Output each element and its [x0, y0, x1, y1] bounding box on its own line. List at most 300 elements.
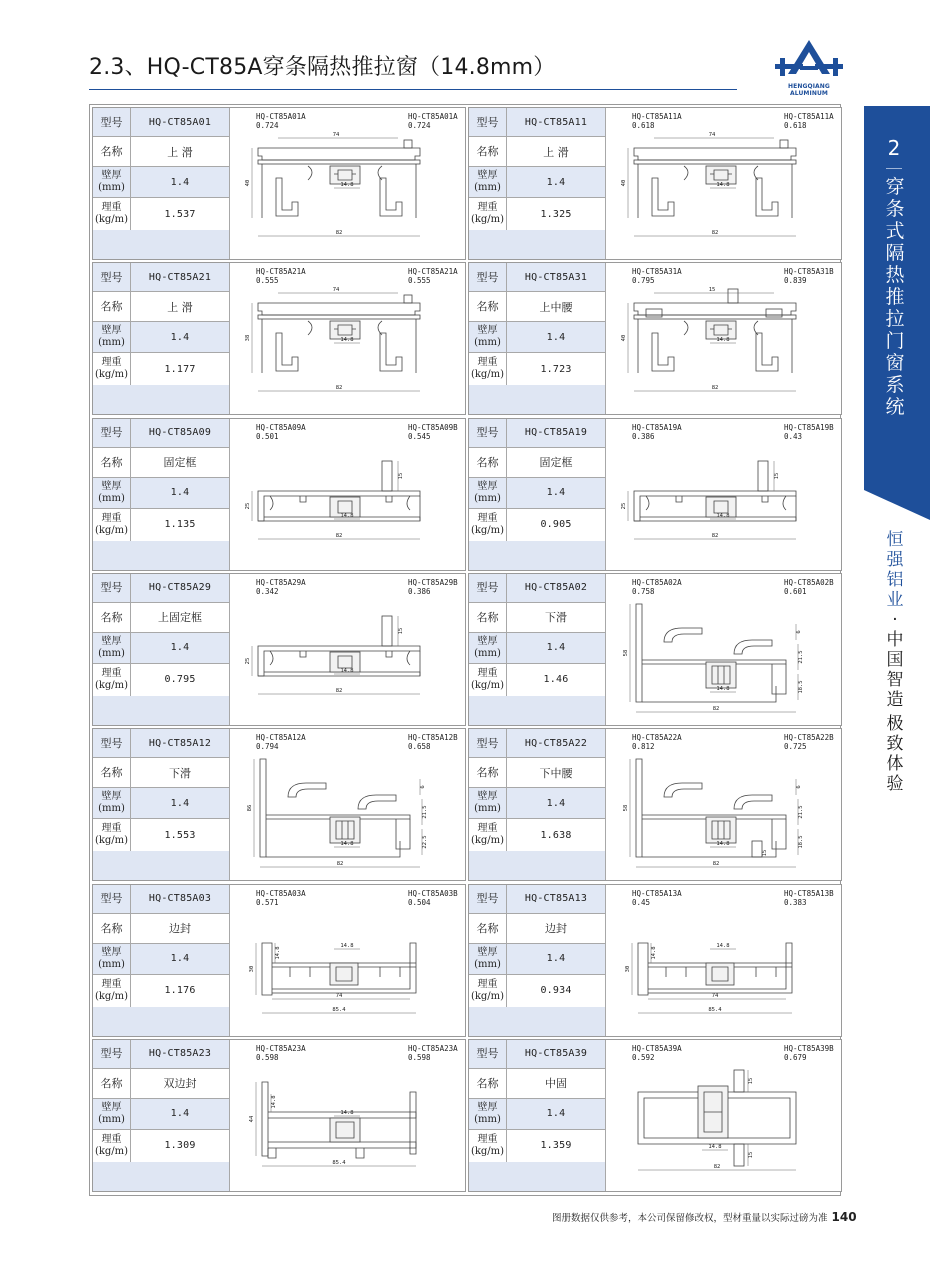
chapter-title-char: 统 — [885, 396, 905, 418]
profile-section-drawing — [230, 1040, 466, 1193]
part-code: HQ-CT85A13B — [784, 888, 834, 898]
spec-label-unit: (mm) — [98, 958, 125, 970]
product-card — [468, 107, 842, 260]
spec-row-thickness — [93, 167, 230, 198]
slogan-brand-char: 恒 — [886, 530, 904, 550]
profile-section-drawing — [606, 1040, 842, 1193]
spec-label-weight — [93, 353, 131, 385]
spec-label-unit: (mm) — [98, 647, 125, 659]
page-title: 2.3、HQ-CT85A穿条隔热推拉窗（14.8mm） — [89, 55, 556, 80]
spec-value-thickness: 1.4 — [507, 322, 606, 352]
spec-value-weight: 1.46 — [507, 664, 606, 696]
spec-label-model: 型号 — [469, 574, 507, 602]
part-code: HQ-CT85A02B — [784, 577, 834, 587]
spec-value-model: HQ-CT85A12 — [131, 729, 230, 757]
spec-label-line: 壁厚 — [101, 635, 122, 647]
chapter-title-char: 窗 — [885, 352, 905, 374]
dimension-label: 14.8 — [340, 1109, 354, 1116]
spec-label-line: 理重 — [101, 512, 122, 524]
spec-label-model: 型号 — [93, 574, 131, 602]
spec-label-weight — [469, 509, 507, 541]
spec-label-line: 壁厚 — [101, 946, 122, 958]
spec-value-name: 下中腰 — [507, 758, 606, 787]
spec-value-thickness: 1.4 — [131, 788, 230, 818]
profile-section-drawing — [606, 263, 842, 416]
spec-label-model: 型号 — [469, 263, 507, 291]
part-weight: 0.571 — [256, 897, 279, 907]
spec-label-weight — [469, 819, 507, 851]
spec-label-unit: (kg/m) — [94, 1145, 129, 1157]
dimension-label: 82 — [335, 532, 343, 539]
spec-label-model: 型号 — [93, 885, 131, 913]
spec-label-thickness — [469, 633, 507, 663]
spec-value-weight: 0.934 — [507, 975, 606, 1007]
spec-label-unit: (kg/m) — [94, 679, 129, 691]
spec-row-name — [469, 1069, 606, 1099]
spec-row-weight — [469, 509, 606, 542]
spec-table — [469, 885, 606, 1036]
dimension-label: 40 — [621, 179, 627, 187]
chapter-title-char: 推 — [885, 286, 905, 308]
header-divider — [89, 89, 737, 90]
spec-row-name — [93, 448, 230, 478]
product-card — [468, 418, 842, 571]
spec-value-model: HQ-CT85A01 — [131, 108, 230, 136]
part-code: HQ-CT85A21A — [408, 267, 458, 277]
part-weight: 0.725 — [784, 742, 807, 752]
spec-row-thickness — [469, 322, 606, 353]
part-weight: 0.504 — [408, 897, 431, 907]
spec-row-model — [469, 885, 606, 914]
spec-value-name: 双边封 — [131, 1069, 230, 1098]
spec-value-model: HQ-CT85A02 — [507, 574, 606, 602]
spec-label-unit: (mm) — [474, 803, 501, 815]
spec-row-thickness — [93, 478, 230, 509]
dimension-label: 74 — [711, 992, 719, 999]
spec-label-model: 型号 — [93, 263, 131, 291]
slogan-char: 造 — [886, 690, 904, 710]
profile-drawing — [230, 574, 465, 725]
spec-value-thickness: 1.4 — [507, 788, 606, 818]
part-code: HQ-CT85A09A — [256, 422, 306, 432]
part-code: HQ-CT85A11A — [784, 112, 834, 121]
spec-label-thickness — [469, 788, 507, 818]
spec-row-weight — [469, 353, 606, 386]
spec-row-weight — [93, 353, 230, 386]
spec-label-weight — [469, 353, 507, 385]
spec-value-model: HQ-CT85A29 — [131, 574, 230, 602]
dimension-label: 82 — [712, 861, 720, 868]
spec-blank-row — [469, 1007, 606, 1036]
spec-table — [469, 419, 606, 570]
dimension-label: 15 — [748, 1077, 754, 1085]
spec-label-thickness — [93, 633, 131, 663]
spec-label-model: 型号 — [93, 419, 131, 447]
slogan-char: 国 — [886, 650, 904, 670]
spec-row-name — [93, 292, 230, 322]
profile-drawing — [606, 263, 841, 414]
spec-label-line: 理重 — [101, 823, 122, 835]
part-weight: 0.545 — [408, 431, 431, 441]
spec-blank-row — [469, 851, 606, 880]
spec-table — [469, 729, 606, 880]
side-slogan — [882, 530, 908, 794]
profile-drawing — [230, 885, 465, 1036]
spec-row-weight — [469, 819, 606, 852]
spec-row-name — [469, 914, 606, 944]
spec-value-thickness: 1.4 — [131, 322, 230, 352]
spec-label-model: 型号 — [93, 108, 131, 136]
part-weight: 0.592 — [632, 1052, 655, 1062]
chapter-side-tab — [864, 106, 930, 520]
spec-row-thickness — [469, 1099, 606, 1130]
chapter-title-char: 隔 — [885, 242, 905, 264]
dimension-label: 14.8 — [716, 337, 730, 344]
spec-label-thickness — [93, 944, 131, 974]
spec-value-weight: 1.359 — [507, 1130, 606, 1162]
profile-drawing — [606, 1040, 841, 1191]
spec-table — [93, 574, 230, 725]
spec-value-weight: 0.795 — [131, 664, 230, 696]
spec-row-name — [93, 137, 230, 167]
spec-blank-row — [469, 230, 606, 259]
spec-value-name: 上 滑 — [131, 292, 230, 321]
part-weight: 0.45 — [632, 897, 651, 907]
spec-row-name — [469, 448, 606, 478]
spec-row-model — [93, 729, 230, 758]
spec-label-name: 名称 — [469, 292, 507, 321]
spec-label-line: 理重 — [101, 978, 122, 990]
part-code: HQ-CT85A23A — [256, 1043, 306, 1053]
spec-label-thickness — [469, 1099, 507, 1129]
chapter-title-char: 门 — [885, 330, 905, 352]
spec-label-unit: (kg/m) — [94, 990, 129, 1002]
spec-row-weight — [469, 198, 606, 231]
spec-label-unit: (kg/m) — [94, 524, 129, 536]
spec-label-weight — [93, 1130, 131, 1162]
dimension-label: 14.8 — [340, 512, 354, 519]
spec-value-name: 上中腰 — [507, 292, 606, 321]
spec-label-name: 名称 — [469, 914, 507, 943]
part-weight: 0.342 — [256, 586, 279, 596]
spec-label-name: 名称 — [93, 137, 131, 166]
spec-label-line: 壁厚 — [101, 325, 122, 337]
part-code: HQ-CT85A22B — [784, 733, 834, 743]
profile-drawing — [606, 108, 841, 259]
spec-value-name: 上固定框 — [131, 603, 230, 632]
spec-value-thickness: 1.4 — [507, 167, 606, 197]
dimension-label: 40 — [245, 179, 251, 187]
spec-value-thickness: 1.4 — [131, 478, 230, 508]
dimension-label: 18.5 — [798, 680, 804, 694]
part-weight: 0.724 — [256, 121, 279, 130]
slogan-char: 智 — [886, 670, 904, 690]
spec-label-unit: (kg/m) — [470, 524, 505, 536]
part-weight: 0.795 — [632, 276, 655, 286]
part-code: HQ-CT85A01A — [408, 112, 458, 121]
part-code: HQ-CT85A19B — [784, 422, 834, 432]
spec-row-thickness — [93, 633, 230, 664]
product-card — [468, 884, 842, 1037]
product-card — [92, 1039, 466, 1192]
chapter-title-char: 拉 — [885, 308, 905, 330]
spec-label-unit: (mm) — [98, 803, 125, 815]
dimension-label: 82 — [335, 687, 343, 694]
spec-table — [469, 263, 606, 414]
spec-label-line: 壁厚 — [477, 170, 498, 181]
spec-table — [469, 574, 606, 725]
spec-label-unit: (mm) — [474, 492, 501, 504]
dimension-label: 82 — [335, 230, 343, 236]
chapter-number: 2 — [887, 136, 901, 160]
slogan-brand-char: 业 — [886, 590, 904, 610]
product-card — [92, 884, 466, 1037]
spec-table — [93, 419, 230, 570]
part-weight: 0.386 — [408, 586, 431, 596]
profile-drawing — [606, 574, 841, 725]
part-weight: 0.724 — [408, 121, 431, 130]
profile-section-drawing — [230, 419, 466, 572]
spec-row-model — [469, 729, 606, 758]
spec-label-unit: (mm) — [474, 337, 501, 349]
spec-table — [93, 885, 230, 1036]
profile-section-drawing — [606, 419, 842, 572]
spec-blank-row — [469, 696, 606, 725]
spec-row-thickness — [469, 788, 606, 819]
spec-row-model — [469, 574, 606, 603]
spec-label-model: 型号 — [469, 1040, 507, 1068]
spec-value-name: 上 滑 — [507, 137, 606, 166]
spec-label-name: 名称 — [469, 448, 507, 477]
dimension-label: 14.8 — [716, 512, 730, 519]
spec-row-thickness — [93, 1099, 230, 1130]
dimension-label: 14.8 — [340, 337, 354, 344]
part-weight: 0.679 — [784, 1052, 807, 1062]
part-code: HQ-CT85A22A — [632, 733, 682, 743]
spec-value-weight: 1.309 — [131, 1130, 230, 1162]
footer — [552, 1210, 857, 1224]
profile-drawing — [230, 1040, 465, 1191]
spec-label-weight — [469, 198, 507, 230]
spec-row-name — [469, 292, 606, 322]
spec-table — [469, 108, 606, 259]
spec-label-weight — [469, 1130, 507, 1162]
part-code: HQ-CT85A12B — [408, 733, 458, 743]
part-code: HQ-CT85A12A — [256, 733, 306, 743]
spec-label-line: 壁厚 — [477, 1101, 498, 1113]
part-code: HQ-CT85A29A — [256, 577, 306, 587]
spec-label-name: 名称 — [469, 1069, 507, 1098]
dimension-label: 18.5 — [798, 835, 804, 849]
spec-value-model: HQ-CT85A03 — [131, 885, 230, 913]
spec-table — [93, 1040, 230, 1191]
dimension-label: 74 — [332, 287, 340, 294]
dimension-label: 25 — [621, 502, 627, 509]
spec-row-weight — [93, 975, 230, 1008]
profile-section-drawing — [230, 263, 466, 416]
part-code: HQ-CT85A23A — [408, 1043, 458, 1053]
chapter-title-char: 热 — [885, 264, 905, 286]
part-code: HQ-CT85A09B — [408, 422, 458, 432]
spec-table — [93, 729, 230, 880]
dimension-label: 82 — [711, 385, 719, 392]
product-card — [92, 573, 466, 726]
spec-label-weight — [93, 509, 131, 541]
spec-row-model — [93, 419, 230, 448]
dimension-label: 21.5 — [422, 805, 428, 819]
spec-label-weight — [93, 975, 131, 1007]
slogan-brand-char: 铝 — [886, 570, 904, 590]
dimension-label: 74 — [335, 992, 343, 999]
spec-row-model — [469, 263, 606, 292]
part-weight: 0.758 — [632, 586, 655, 596]
dimension-label: 44 — [249, 1115, 255, 1123]
slogan-char: 致 — [886, 734, 904, 754]
dimension-label: 15 — [774, 472, 780, 479]
product-grid — [89, 104, 841, 1196]
spec-label-name: 名称 — [469, 603, 507, 632]
spec-value-weight: 1.176 — [131, 975, 230, 1007]
dimension-label: 14.8 — [271, 1095, 277, 1109]
brand-logo — [774, 38, 844, 97]
spec-blank-row — [469, 385, 606, 414]
spec-value-weight: 1.177 — [131, 353, 230, 385]
spec-row-thickness — [469, 944, 606, 975]
profile-section-drawing — [606, 108, 842, 261]
part-weight: 0.618 — [632, 121, 655, 130]
spec-table — [469, 1040, 606, 1191]
spec-label-line: 壁厚 — [101, 1101, 122, 1113]
part-code: HQ-CT85A11A — [632, 112, 682, 121]
spec-row-name — [469, 758, 606, 788]
spec-label-line: 理重 — [477, 823, 498, 835]
spec-row-weight — [469, 664, 606, 697]
spec-label-line: 壁厚 — [101, 791, 122, 803]
spec-label-weight — [93, 664, 131, 696]
spec-value-model: HQ-CT85A19 — [507, 419, 606, 447]
spec-row-model — [93, 574, 230, 603]
dimension-label: 25 — [245, 657, 251, 665]
spec-label-unit: (mm) — [98, 1113, 125, 1125]
dimension-label: 25 — [245, 502, 251, 509]
spec-row-name — [93, 914, 230, 944]
part-code: HQ-CT85A19A — [632, 422, 682, 432]
dimension-label: 6 — [796, 630, 802, 634]
part-code: HQ-CT85A03B — [408, 888, 458, 898]
spec-value-weight: 1.325 — [507, 198, 606, 230]
spec-row-weight — [469, 975, 606, 1008]
spec-value-name: 边封 — [507, 914, 606, 943]
spec-label-unit: (mm) — [474, 647, 501, 659]
spec-value-model: HQ-CT85A09 — [131, 419, 230, 447]
spec-label-line: 壁厚 — [101, 480, 122, 492]
spec-label-model: 型号 — [469, 108, 507, 136]
dimension-label: 14.8 — [340, 667, 354, 674]
profile-drawing — [606, 885, 841, 1036]
dimension-label: 14.8 — [651, 945, 657, 960]
spec-value-weight: 0.905 — [507, 509, 606, 541]
spec-label-thickness — [93, 167, 131, 197]
profile-section-drawing — [230, 574, 466, 727]
part-code: HQ-CT85A39A — [632, 1043, 682, 1053]
spec-value-weight: 1.135 — [131, 509, 230, 541]
spec-blank-row — [93, 1007, 230, 1036]
spec-value-name: 固定框 — [131, 448, 230, 477]
part-weight: 0.555 — [408, 276, 431, 286]
spec-value-thickness: 1.4 — [507, 478, 606, 508]
spec-row-model — [469, 108, 606, 137]
dimension-label: 15 — [708, 287, 716, 294]
product-card — [468, 728, 842, 881]
spec-row-thickness — [469, 478, 606, 509]
chapter-title-char: 系 — [885, 374, 905, 396]
spec-row-thickness — [469, 633, 606, 664]
slogan-char: 极 — [886, 714, 904, 734]
part-weight: 0.658 — [408, 742, 431, 752]
spec-value-thickness: 1.4 — [507, 1099, 606, 1129]
spec-label-line: 理重 — [101, 202, 122, 213]
spec-label-unit: (mm) — [474, 182, 501, 193]
spec-value-name: 下滑 — [507, 603, 606, 632]
spec-label-unit: (kg/m) — [470, 679, 505, 691]
spec-label-line: 理重 — [477, 512, 498, 524]
spec-label-unit: (mm) — [98, 337, 125, 349]
dimension-label: 85.4 — [708, 1006, 722, 1013]
profile-drawing — [230, 108, 465, 259]
spec-value-thickness: 1.4 — [131, 167, 230, 197]
spec-label-thickness — [469, 322, 507, 352]
dimension-label: 85.4 — [332, 1006, 346, 1013]
product-card — [468, 573, 842, 726]
dimension-label: 15 — [398, 627, 404, 635]
chapter-title-char: 条 — [885, 198, 905, 220]
spec-value-thickness: 1.4 — [507, 944, 606, 974]
spec-label-thickness — [93, 1099, 131, 1129]
chapter-number-divider — [886, 168, 902, 169]
spec-blank-row — [93, 541, 230, 570]
dimension-label: 15 — [398, 472, 404, 479]
profile-drawing — [606, 729, 841, 880]
spec-blank-row — [469, 1162, 606, 1191]
spec-label-unit: (mm) — [474, 958, 501, 970]
spec-label-line: 理重 — [477, 202, 498, 213]
profile-drawing — [230, 419, 465, 570]
spec-label-model: 型号 — [93, 729, 131, 757]
spec-label-unit: (kg/m) — [470, 835, 505, 847]
dimension-label: 85.4 — [332, 1159, 346, 1166]
product-card — [468, 1039, 842, 1192]
spec-label-unit: (mm) — [98, 182, 125, 193]
spec-label-thickness — [93, 478, 131, 508]
spec-label-line: 理重 — [477, 667, 498, 679]
part-weight: 0.839 — [784, 276, 807, 286]
dimension-label: 21.5 — [798, 650, 804, 664]
spec-label-unit: (kg/m) — [94, 214, 129, 225]
spec-value-thickness: 1.4 — [131, 1099, 230, 1129]
spec-label-thickness — [469, 167, 507, 197]
dimension-label: 6 — [796, 785, 802, 789]
spec-label-line: 理重 — [101, 357, 122, 369]
spec-label-model: 型号 — [469, 729, 507, 757]
part-weight: 0.43 — [784, 431, 803, 441]
part-weight: 0.794 — [256, 742, 279, 752]
chapter-title-char: 式 — [885, 220, 905, 242]
spec-value-model: HQ-CT85A13 — [507, 885, 606, 913]
spec-label-line: 壁厚 — [477, 480, 498, 492]
product-card — [92, 107, 466, 260]
dimension-label: 82 — [336, 861, 344, 868]
spec-label-line: 壁厚 — [477, 325, 498, 337]
